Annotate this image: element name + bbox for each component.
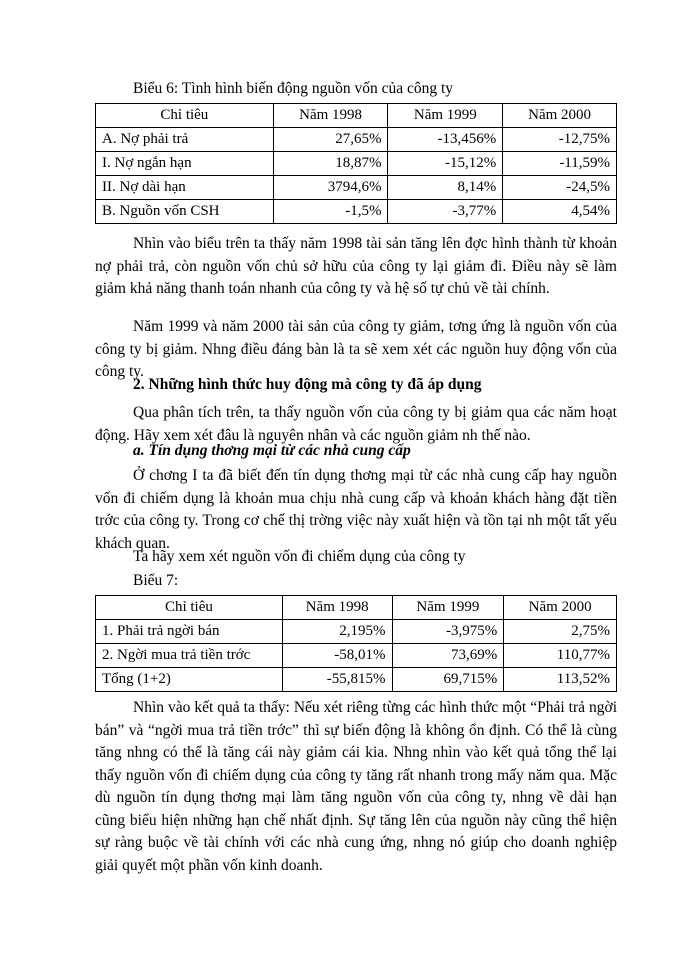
table7-caption: Biểu 7:: [133, 572, 179, 589]
table6-row: [96, 152, 617, 176]
paragraph-text: Ở chơng I ta đã biết đến tín dụng thơng mại từ các nhà cung cấp hay nguồn vốn đi chiếm dụng là khoản mua chịu nhà cung cấp và khoản khách hàng đặt tiền trớc của công ty. Trong cơ chế thị trờng việc này xuất hiện và tồn tại nh một tất yếu khách quan.: [95, 467, 617, 552]
table7: [95, 595, 617, 692]
table6-caption: Biểu 6: Tình hình biến động nguồn vốn của công ty: [133, 80, 454, 97]
table6-cell: 8,14%: [388, 176, 503, 200]
table6-cell: I. Nợ ngắn hạn: [96, 152, 274, 176]
table6-cell: -1,5%: [273, 200, 388, 224]
table6-cell: 18,87%: [273, 152, 388, 176]
table6-cell: -13,456%: [388, 128, 503, 152]
table7-row: [96, 620, 617, 644]
table6-row: [96, 128, 617, 152]
table7-cell: 2,75%: [504, 620, 617, 644]
table7-header-row: [96, 596, 617, 620]
paragraph: [95, 316, 617, 384]
table6-header-row: [96, 104, 617, 128]
table7-cell: -3,975%: [392, 620, 504, 644]
table7-cell: Tổng (1+2): [96, 668, 283, 692]
table6: [95, 103, 617, 224]
table7-header-cell: Năm 1998: [282, 596, 392, 620]
table6-cell: -15,12%: [388, 152, 503, 176]
table6-row: [96, 176, 617, 200]
table6-cell: 3794,6%: [273, 176, 388, 200]
paragraph: [95, 402, 617, 447]
paragraph-text: Nhìn vào kết quả ta thấy: Nếu xét riêng từng các hình thức một “Phải trả ngời bán” và “ngời mua trả tiền trớc” thì sự biến động là không ổn định. Có thể là cùng tăng nhng có thể là tăng cái này giảm cái kia. Nhng nhìn vào kết quả tổng thể lại thấy nguồn vốn đi chiếm dụng của công ty tăng rất nhanh trong mấy năm qua. Mặc dù nguồn tín dụng thơng mại làm tăng nguồn vốn của công ty, nhng về dài hạn cũng biểu hiện những hạn chế nhất định. Sự tăng lên của nguồn này cũng thể hiện sự ràng buộc về tài chính với các nhà cung ứng, nhng nó giúp cho doanh nghiệp giải quyết một phần vốn kinh doanh.: [95, 699, 617, 874]
paragraph: [95, 465, 617, 555]
table6-cell: A. Nợ phải trả: [96, 128, 274, 152]
intro-line: Ta hãy xem xét nguồn vốn đi chiếm dụng của công ty: [133, 548, 466, 565]
table7-cell: 69,715%: [392, 668, 504, 692]
paragraph-text: Năm 1999 và năm 2000 tài sản của công ty giảm, tơng ứng là nguồn vốn của công ty bị giảm. Nhng điều đáng bàn là ta sẽ xem xét các nguồn huy động vốn của công ty.: [95, 318, 617, 380]
table6-cell: -3,77%: [388, 200, 503, 224]
table6-cell: 4,54%: [503, 200, 617, 224]
paragraph-text: Qua phân tích trên, ta thấy nguồn vốn của công ty bị giảm qua các năm hoạt động. Hãy xem xét đâu là nguyên nhân và các nguồn giảm nh thế nào.: [95, 404, 617, 444]
paragraph: [95, 233, 617, 301]
table6-cell: -12,75%: [503, 128, 617, 152]
table7-cell: 2,195%: [282, 620, 392, 644]
table6-header-cell: Năm 1999: [388, 104, 503, 128]
table7-cell: -58,01%: [282, 644, 392, 668]
table6-header-cell: Chỉ tiêu: [96, 104, 274, 128]
table6-cell: -24,5%: [503, 176, 617, 200]
table6-cell: B. Nguồn vốn CSH: [96, 200, 274, 224]
table6-header-cell: Năm 1998: [273, 104, 388, 128]
table7-header-cell: Năm 1999: [392, 596, 504, 620]
table6-row: [96, 200, 617, 224]
table6-cell: -11,59%: [503, 152, 617, 176]
table7-cell: 113,52%: [504, 668, 617, 692]
table7-cell: 110,77%: [504, 644, 617, 668]
table7-cell: 2. Ngời mua trả tiền trớc: [96, 644, 283, 668]
table7-header-cell: Năm 2000: [504, 596, 617, 620]
subsection-heading: a. Tín dụng thơng mại từ các nhà cung cấp: [133, 442, 411, 459]
table7-cell: 1. Phải trả ngời bán: [96, 620, 283, 644]
table7-row: [96, 644, 617, 668]
table6-cell: II. Nợ dài hạn: [96, 176, 274, 200]
table6-cell: 27,65%: [273, 128, 388, 152]
table7-row: [96, 668, 617, 692]
table7-header-cell: Chỉ tiêu: [96, 596, 283, 620]
table7-cell: -55,815%: [282, 668, 392, 692]
paragraph-text: Nhìn vào biểu trên ta thấy năm 1998 tài sản tăng lên đợc hình thành từ khoản nợ phải trả, còn nguồn vốn chủ sở hữu của công ty lại giảm đi. Điều này sẽ làm giảm khả năng thanh toán nhanh của công ty và hệ số tự chủ về tài chính.: [95, 235, 617, 297]
section-heading: 2. Những hình thức huy động mà công ty đã áp dụng: [133, 376, 482, 393]
table6-header-cell: Năm 2000: [503, 104, 617, 128]
paragraph: [95, 697, 617, 877]
table7-cell: 73,69%: [392, 644, 504, 668]
